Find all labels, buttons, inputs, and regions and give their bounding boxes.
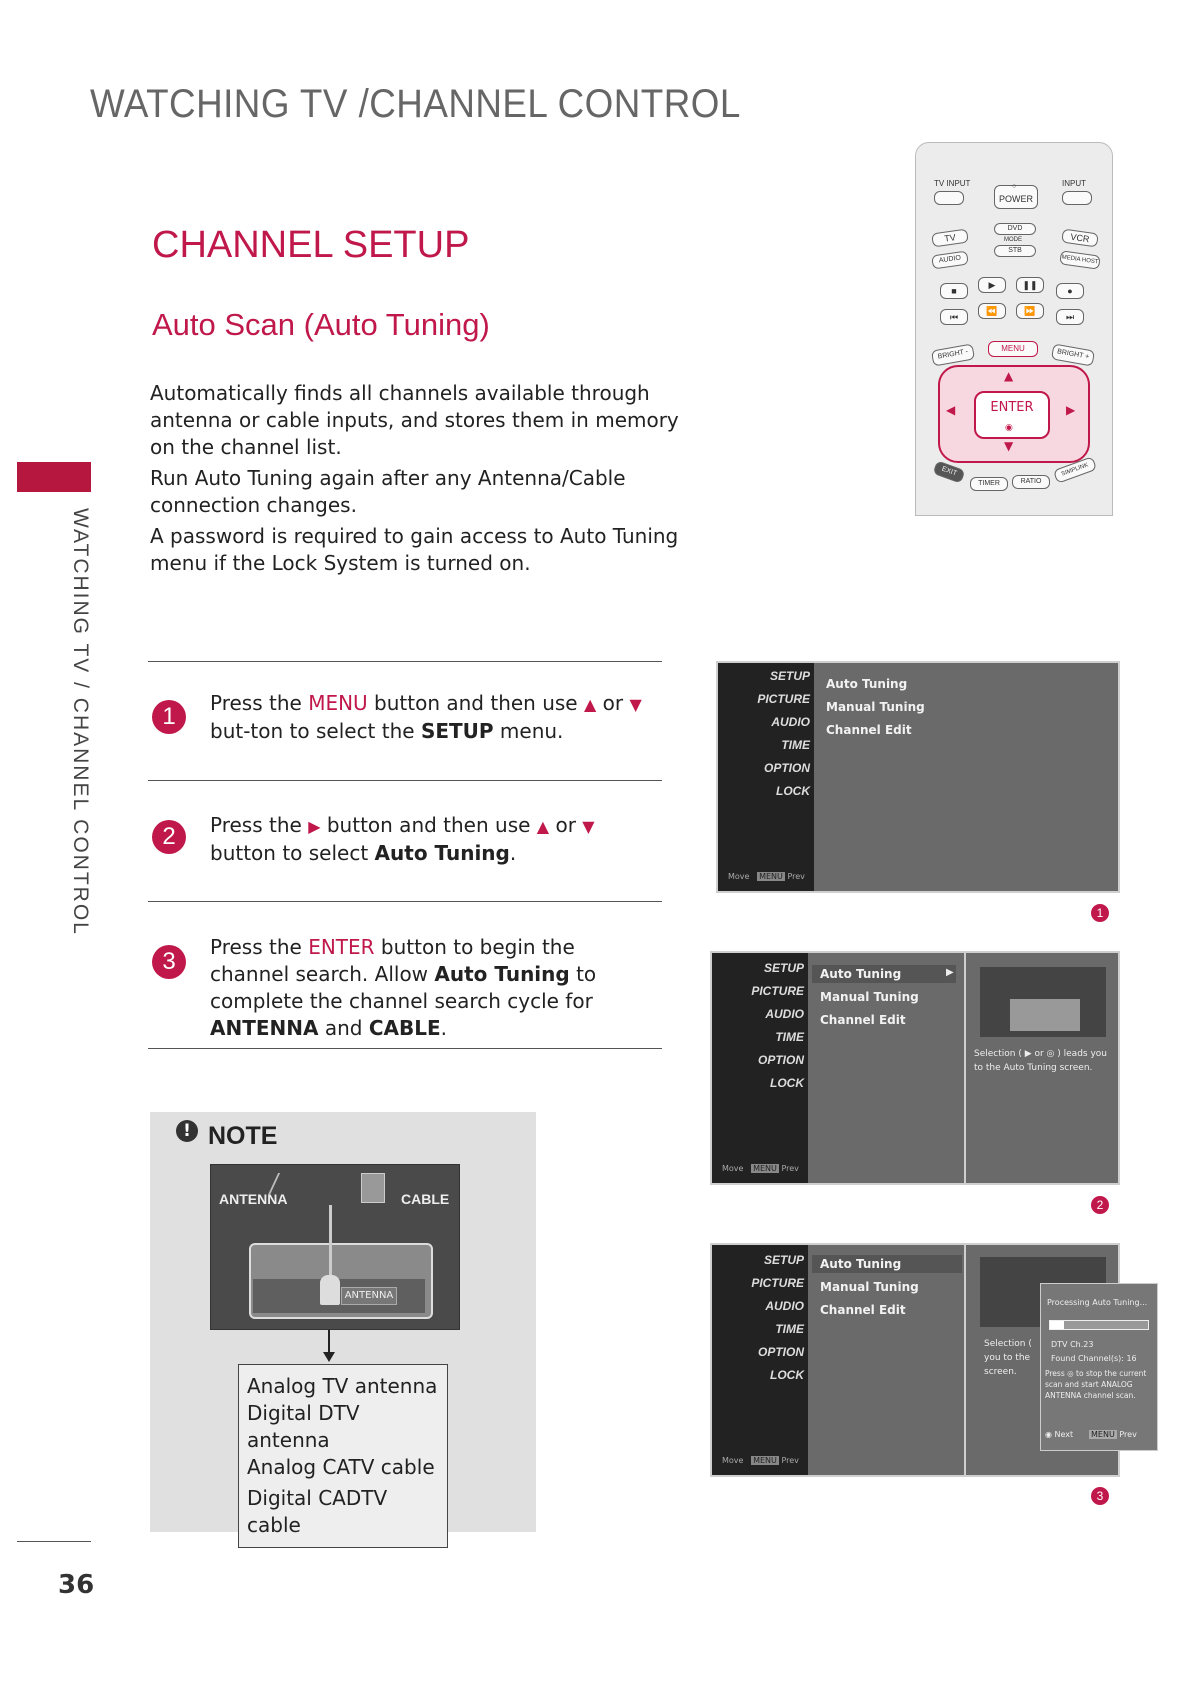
divider [148, 901, 662, 902]
input-label: ANTENNA [341, 1287, 397, 1305]
osd-menu-option: OPTION [757, 1345, 804, 1359]
osd-help-partial-1: Selection ( [984, 1339, 1032, 1349]
cable-label: CABLE [401, 1191, 450, 1207]
osd-screen-1 [716, 661, 1120, 893]
osd-screen-3 [710, 1243, 1148, 1477]
divider [148, 1048, 662, 1049]
osd-menu-audio: AUDIO [765, 1007, 804, 1021]
popup-instruction: Press ◎ to stop the current scan and start ANALOG ANTENNA channel scan. [1045, 1369, 1147, 1400]
note-list-item: Analog CATV cable [247, 1455, 435, 1479]
remote-control-illustration [915, 142, 1113, 516]
timer-button: TIMER [970, 477, 1008, 491]
up-arrow-icon: ▲ [536, 817, 550, 836]
screen-badge-1: 1 [1091, 904, 1109, 922]
osd-divider [964, 953, 966, 1183]
down-arrow-icon: ▼ [1004, 439, 1014, 453]
right-arrow-icon: ▶ [308, 817, 321, 836]
osd-sub-manual-tuning: Manual Tuning [820, 990, 919, 1004]
menu-button: MENU [988, 341, 1038, 357]
popup-channel: DTV Ch.23 [1051, 1340, 1094, 1349]
osd-sub-channel-edit: Channel Edit [820, 1303, 906, 1317]
osd-menu-picture: PICTURE [757, 692, 810, 706]
popup-found: Found Channel(s): 16 [1051, 1354, 1137, 1363]
up-arrow-icon: ▲ [1004, 369, 1014, 383]
skip-back-icon: ⏮ [940, 309, 968, 325]
divider [148, 661, 662, 662]
popup-next: ◉ Next [1045, 1430, 1074, 1439]
page-number: 36 [58, 1570, 95, 1600]
up-arrow-icon: ▲ [583, 695, 597, 714]
osd-sub-manual-tuning: Manual Tuning [826, 700, 925, 714]
exit-button: EXIT [933, 460, 966, 483]
step-number-1: 1 [152, 700, 186, 734]
down-arrow-icon: ▼ [582, 817, 595, 836]
osd-sub-manual-tuning: Manual Tuning [820, 1280, 919, 1294]
osd-footer: Move MENU Prev [728, 872, 805, 881]
osd-menu-time: TIME [775, 1030, 804, 1044]
osd-footer: Move MENU Prev [722, 1456, 799, 1465]
popup-title: Processing Auto Tuning... [1047, 1298, 1148, 1307]
power-button: POWER [994, 185, 1038, 209]
cable-outlet-icon [361, 1173, 385, 1203]
osd-menu-lock: LOCK [776, 784, 810, 798]
osd-menu-option: OPTION [763, 761, 810, 775]
record-icon: ● [1056, 283, 1084, 299]
screen-badge-2: 2 [1091, 1196, 1109, 1214]
osd-menu-audio: AUDIO [771, 715, 810, 729]
bright-plus-button: BRIGHT + [1051, 343, 1095, 366]
footer-divider [17, 1541, 91, 1542]
power-icon: ○ [1012, 183, 1017, 190]
osd-menu-time: TIME [781, 738, 810, 752]
osd-help-partial-2: you to the [984, 1353, 1031, 1363]
osd-menu-lock: LOCK [770, 1076, 804, 1090]
side-section-label: WATCHING TV / CHANNEL CONTROL [69, 508, 92, 936]
osd-divider [964, 1245, 966, 1475]
enter-dot-icon: ◉ [1005, 423, 1013, 433]
antenna-input-diagram [210, 1164, 460, 1330]
step-number-2: 2 [152, 820, 186, 854]
note-list-item: Digital DTV antenna [247, 1401, 360, 1452]
tv-input-label: TV INPUT [934, 179, 971, 188]
osd-sub-auto-tuning: Auto Tuning [820, 967, 902, 981]
osd-menu-setup: SETUP [763, 961, 804, 975]
dvd-mode-button: DVD [994, 223, 1036, 235]
antenna-thumbnail [980, 967, 1106, 1037]
intro-paragraph-1: Automatically finds all channels available through antenna or cable inputs, and stores them in memory on the channel list. [150, 381, 679, 459]
page-header-title: WATCHING TV /CHANNEL CONTROL [90, 82, 741, 126]
stb-mode-button: STB [994, 245, 1036, 257]
osd-sub-auto-tuning: Auto Tuning [820, 1257, 902, 1271]
osd-footer: Move MENU Prev [722, 1164, 799, 1173]
note-title: NOTE [208, 1122, 278, 1150]
right-arrow-icon: ▶ [1066, 403, 1076, 417]
progress-bar [1049, 1320, 1149, 1330]
note-list [238, 1364, 448, 1548]
audio-mode-button: AUDIO [931, 251, 969, 270]
step-3-text: Press the ENTER button to begin the channel search. Allow Auto Tuning to complete the channel search cycle for ANTENNA and CABLE. [210, 935, 597, 1040]
intro-paragraph-3: A password is required to gain access to Auto Tuning menu if the Lock System is turned on. [150, 524, 679, 575]
auto-tuning-popup [1040, 1283, 1158, 1451]
osd-sub-channel-edit: Channel Edit [820, 1013, 906, 1027]
fast-forward-icon: ⏩ [1016, 303, 1044, 319]
divider [148, 780, 662, 781]
enter-button: ENTER [974, 391, 1050, 439]
down-arrow-icon: ▼ [629, 695, 642, 714]
osd-sub-channel-edit: Channel Edit [826, 723, 912, 737]
osd-menu-picture: PICTURE [751, 984, 804, 998]
osd-help-text: Selection ( ▶ or ◎ ) leads you to the Auto Tuning screen. [974, 1049, 1107, 1073]
left-arrow-icon: ◀ [946, 403, 956, 417]
pause-icon: ❚❚ [1016, 277, 1044, 293]
step-2-text: Press the ▶ button and then use ▲ or ▼ button to select Auto Tuning. [210, 813, 595, 865]
osd-help-partial-3: screen. [984, 1367, 1017, 1377]
note-list-item: Digital CADTV cable [247, 1486, 388, 1537]
connector-icon [320, 1275, 340, 1305]
step-number-3: 3 [152, 945, 186, 979]
osd-screen-2 [710, 951, 1120, 1185]
mode-label: MODE [1004, 237, 1022, 243]
simplink-button: SIMPLINK [1053, 456, 1097, 484]
popup-prev: MENU Prev [1091, 1430, 1137, 1439]
input-label: INPUT [1062, 179, 1086, 188]
ratio-button: RATIO [1012, 475, 1050, 489]
exclamation-icon: ! [176, 1120, 198, 1142]
intro-paragraph-2: Run Auto Tuning again after any Antenna/Cable connection changes. [150, 466, 626, 517]
menu-key: MENU [308, 691, 368, 715]
note-list-item: Analog TV antenna [247, 1374, 438, 1398]
vcr-mode-button: VCR [1061, 229, 1099, 248]
submenu-arrow-icon: ▶ [946, 967, 954, 978]
input-button [1062, 191, 1092, 205]
sub-title: Auto Scan (Auto Tuning) [152, 307, 490, 342]
play-icon: ▶ [978, 277, 1006, 293]
down-arrow-icon [323, 1352, 335, 1362]
osd-menu-setup: SETUP [763, 1253, 804, 1267]
stop-icon: ■ [940, 283, 968, 299]
osd-menu-option: OPTION [757, 1053, 804, 1067]
osd-menu-audio: AUDIO [765, 1299, 804, 1313]
tv-input-button [934, 191, 964, 205]
antenna-label: ANTENNA [219, 1191, 288, 1207]
rewind-icon: ⏪ [978, 303, 1006, 319]
screen-badge-3: 3 [1091, 1487, 1109, 1505]
enter-dot-icon: ◉ [1045, 1430, 1052, 1439]
osd-menu-time: TIME [775, 1322, 804, 1336]
antenna-icon [268, 1173, 306, 1195]
skip-forward-icon: ⏭ [1056, 309, 1084, 325]
tv-mode-button: TV [931, 229, 969, 248]
intro-text [150, 380, 710, 581]
progress-fill [1050, 1321, 1064, 1329]
section-title: CHANNEL SETUP [152, 224, 470, 266]
step-1-text: Press the MENU button and then use ▲ or ▼ but-ton to select the SETUP menu. [210, 691, 642, 743]
osd-menu-picture: PICTURE [751, 1276, 804, 1290]
media-host-button: MEDIA HOST [1059, 250, 1101, 269]
osd-menu-setup: SETUP [769, 669, 810, 683]
osd-sub-auto-tuning: Auto Tuning [826, 677, 908, 691]
side-tab-marker [17, 462, 91, 492]
bright-minus-button: BRIGHT - [931, 343, 975, 366]
osd-menu-lock: LOCK [770, 1368, 804, 1382]
